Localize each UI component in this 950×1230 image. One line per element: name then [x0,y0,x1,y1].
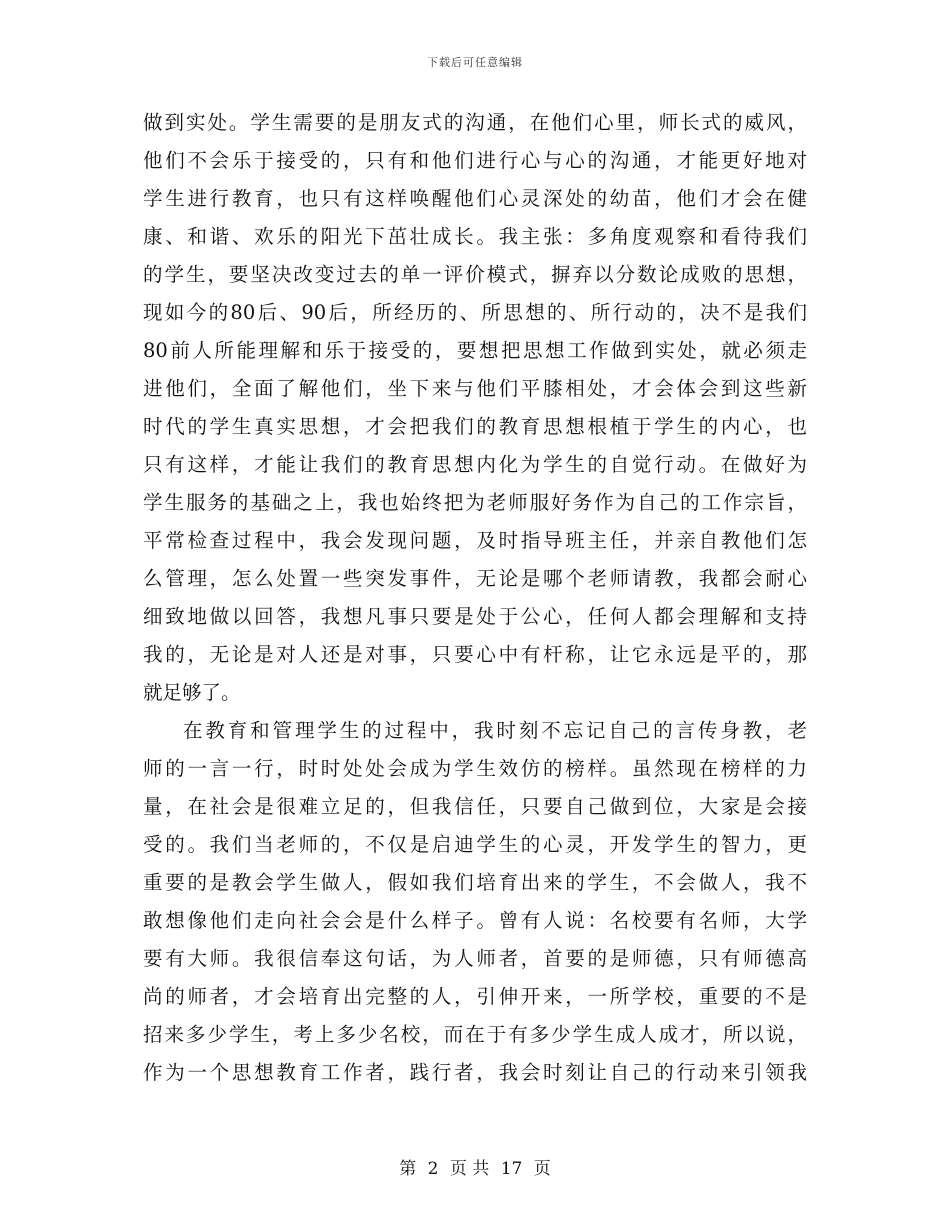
text-line: 就足够了。 [143,681,241,704]
text-line: 他们不会乐于接受的，只有和他们进行心与心的沟通，才能更好地对 [143,149,807,172]
text-line: 么管理，怎么处置一些突发事件，无论是哪个老师请教，我都会耐心 [143,567,807,590]
page-total: 17 [500,1159,523,1179]
text-line: 学生服务的基础之上，我也始终把为老师服好务作为自己的工作宗旨， [143,491,807,514]
text-line: 康、和谐、欢乐的阳光下茁壮成长。我主张：多角度观察和看待我们 [143,225,807,248]
text-line: 进他们，全面了解他们，坐下来与他们平膝相处，才会体会到这些新 [143,377,807,400]
page-label-suffix: 页 [533,1159,551,1179]
text-line: 受的。我们当老师的，不仅是启迪学生的心灵，开发学生的智力，更 [143,833,807,856]
text-line: 平常检查过程中，我会发现问题，及时指导班主任，并亲自教他们怎 [143,529,807,552]
page-header: 下载后可任意编辑 [427,56,523,69]
page-label-middle: 页 共 [449,1159,490,1179]
text-line: 80前人所能理解和乐于接受的，要想把思想工作做到实处，就必须走 [143,339,807,362]
page-footer [0,1154,950,1179]
page-number: 2 [427,1159,439,1179]
text-line: 的学生，要坚决改变过去的单一评价模式，摒弃以分数论成败的思想， [143,263,807,286]
text-line: 作为一个思想教育工作者，践行者，我会时刻让自己的行动来引领我 [143,1061,807,1084]
text-line: 招来多少学生，考上多少名校，而在于有多少学生成人成才，所以说， [143,1023,807,1046]
paragraph-1 [143,104,807,712]
text-line: 重要的是教会学生做人，假如我们培育出来的学生，不会做人，我不 [143,871,807,894]
document-body [143,104,807,1092]
text-line: 细致地做以回答，我想凡事只要是处于公心，任何人都会理解和支持 [143,605,807,628]
text-line: 时代的学生真实思想，才会把我们的教育思想根植于学生的内心，也 [143,415,807,438]
text-line: 只有这样，才能让我们的教育思想内化为学生的自觉行动。在做好为 [143,453,807,476]
text-line: 尚的师者，才会培育出完整的人，引伸开来，一所学校，重要的不是 [143,985,807,1008]
text-line: 现如今的80后、90后，所经历的、所思想的、所行动的，决不是我们 [143,301,807,324]
text-line: 在教育和管理学生的过程中，我时刻不忘记自己的言传身教，老 [183,719,807,742]
text-line: 师的一言一行，时时处处会成为学生效仿的榜样。虽然现在榜样的力 [143,757,807,780]
text-line: 我的，无论是对人还是对事，只要心中有杆称，让它永远是平的，那 [143,643,807,666]
paragraph-2 [143,712,807,1092]
text-line: 量，在社会是很难立足的，但我信任，只要自己做到位，大家是会接 [143,795,807,818]
text-line: 要有大师。我很信奉这句话，为人师者，首要的是师德，只有师德高 [143,947,807,970]
text-line: 学生进行教育，也只有这样唤醒他们心灵深处的幼苗，他们才会在健 [143,187,807,210]
text-line: 做到实处。学生需要的是朋友式的沟通，在他们心里，师长式的威风， [143,111,807,134]
page-label-prefix: 第 [399,1159,417,1179]
text-line: 敢想像他们走向社会会是什么样子。曾有人说：名校要有名师，大学 [143,909,807,932]
